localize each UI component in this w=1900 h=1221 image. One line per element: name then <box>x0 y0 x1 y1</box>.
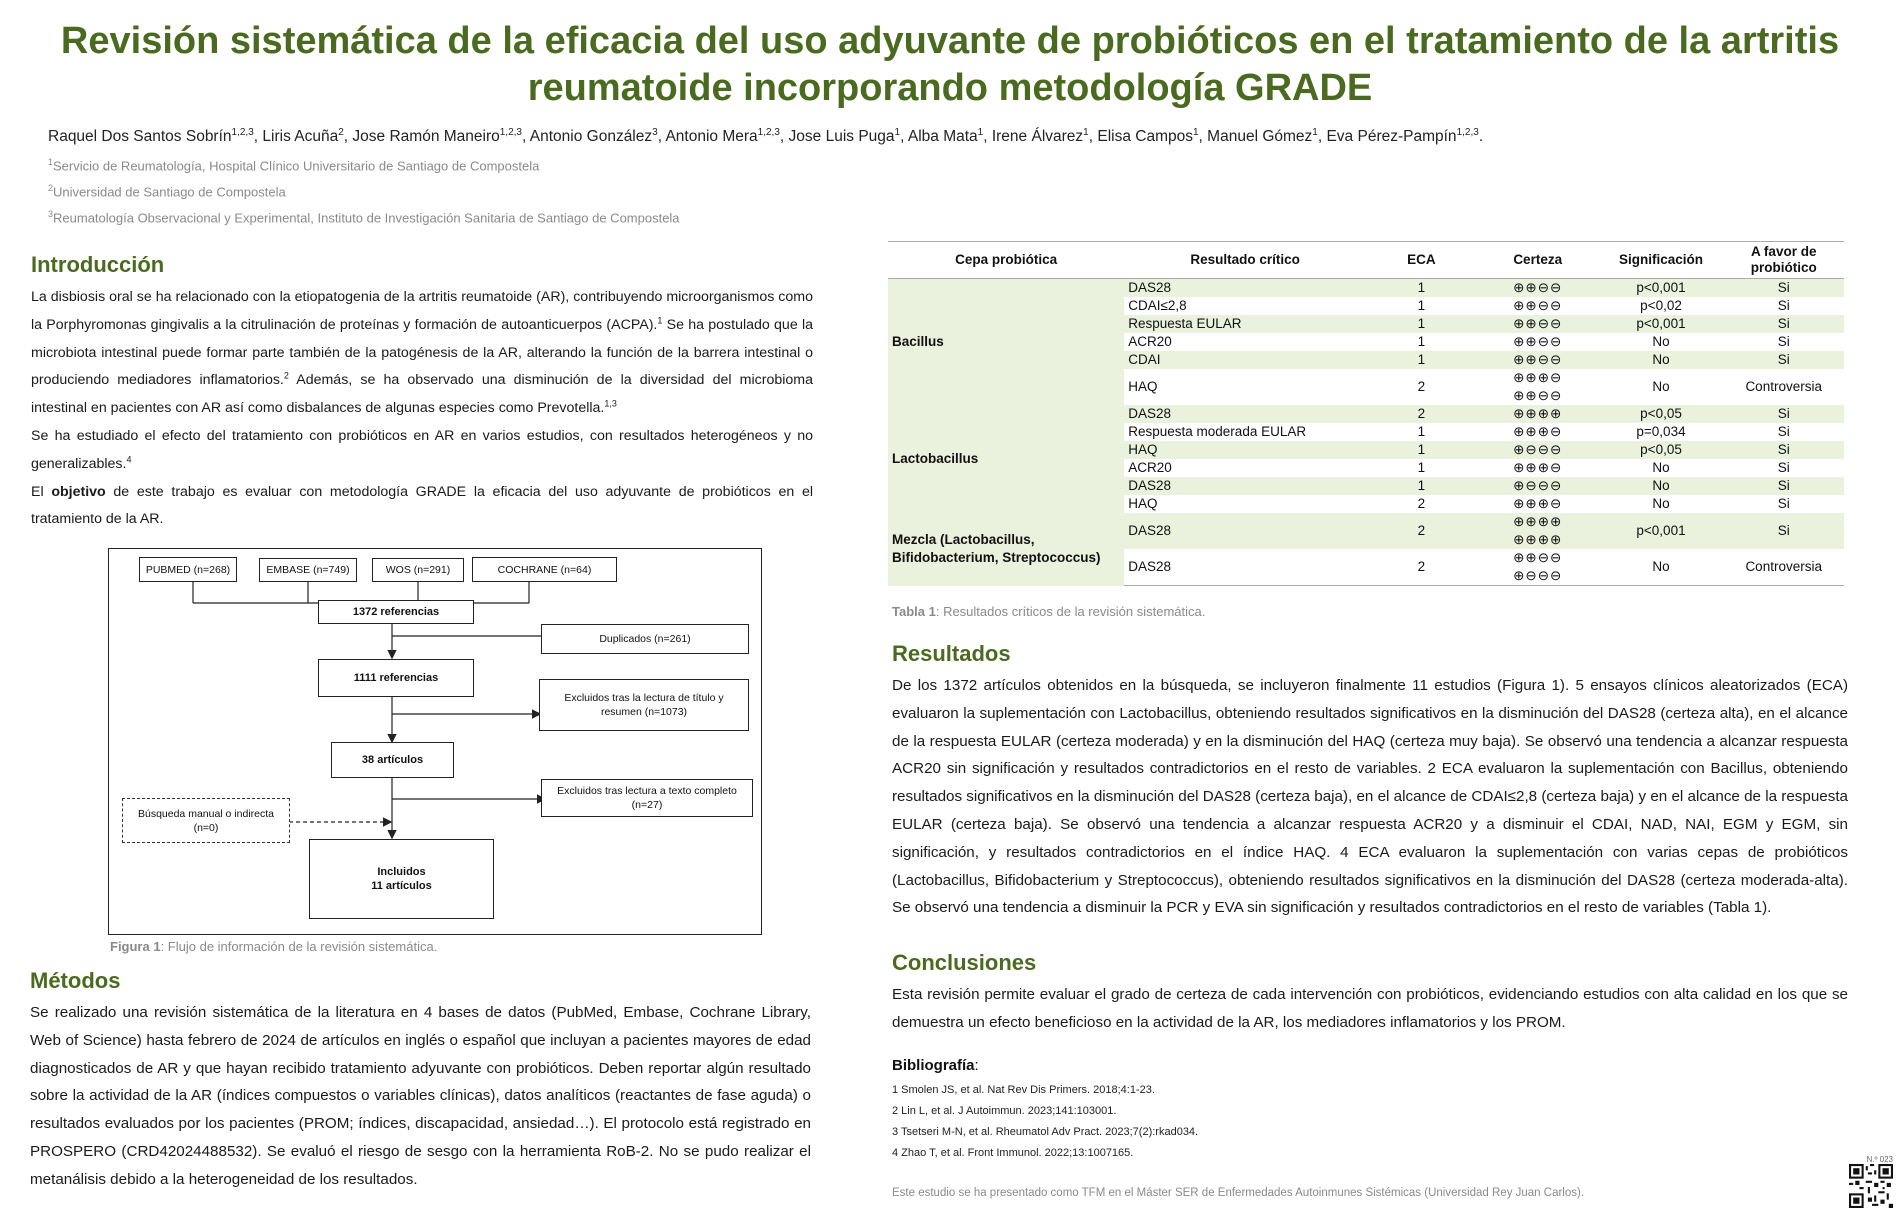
result-cell: ACR20 <box>1128 334 1172 349</box>
author-name: Jose Luis Puga <box>788 128 895 146</box>
author-affiliation-sup: 1 <box>1312 127 1318 138</box>
result-cell: DAS28 <box>1124 405 1366 423</box>
articles-38-box: 38 artículos <box>331 742 454 778</box>
eca-cell: 2 <box>1366 513 1477 549</box>
author-affiliation-sup: 1 <box>1083 127 1089 138</box>
certainty-symbols: ⊕⊕⊖⊖ <box>1513 550 1563 565</box>
author-name: Elisa Campos <box>1097 128 1193 146</box>
result-cell: CDAI≤2,8 <box>1128 298 1187 313</box>
significance-cell: p=0,034 <box>1636 424 1686 439</box>
certainty-cell <box>1477 279 1599 298</box>
bibliography-heading: Bibliografía: <box>892 1057 979 1074</box>
author-name: Antonio González <box>529 128 653 146</box>
author-affiliation-sup: 3 <box>652 127 658 138</box>
intro-text <box>31 284 813 534</box>
table-row <box>888 279 1844 298</box>
certainty-cell <box>1477 459 1599 477</box>
th-eca: ECA <box>1366 242 1477 279</box>
author-name: Jose Ramón Maneiro <box>352 128 500 146</box>
author-name: Alba Mata <box>907 128 978 146</box>
eca-cell: 2 <box>1366 549 1477 586</box>
favor-cell: Si <box>1777 334 1790 349</box>
certainty-symbols: ⊕⊖⊖⊖ <box>1513 478 1563 493</box>
result-cell: Respuesta moderada EULAR <box>1128 424 1307 439</box>
author-name: Liris Acuña <box>262 128 339 146</box>
table-row <box>888 405 1844 423</box>
certainty-cell <box>1477 549 1599 586</box>
author-affiliation-sup: 2 <box>338 127 344 138</box>
author-name: Manuel Gómez <box>1207 128 1313 146</box>
significance-cell: No <box>1599 477 1724 495</box>
certainty-symbols: ⊕⊕⊕⊕ <box>1513 532 1563 547</box>
included-label: Incluidos <box>377 866 426 878</box>
conclusions-text: Esta revisión permite evaluar el grado de certeza de cada intervención con probióticos, evidenciando estudios con alta calidad en los que se demuestra un efecto beneficioso en la actividad de la AR, los mediadores inflamatorios y los PROM. <box>892 986 1848 1031</box>
th-significance: Significación <box>1599 242 1724 279</box>
affiliation-3: $^3$Reumatología Observacional y Experimental, Instituto de Investigación Sanitaria de Santiago de Compostela <box>48 209 680 226</box>
intro-paragraph-2: Se ha estudiado el efecto del tratamiento con probióticos en AR en varios estudios, con resultados heterogéneos y no generalizables.$^4$ <box>31 427 813 472</box>
significance-cell: No <box>1652 334 1670 349</box>
significance-cell: p<0,05 <box>1599 405 1724 423</box>
affiliation-2: $^2$Universidad de Santiago de Compostela <box>48 183 286 200</box>
certainty-symbols: ⊕⊕⊕⊖ <box>1513 424 1563 439</box>
results-heading: Resultados <box>892 641 1011 666</box>
eca-cell: 1 <box>1417 298 1426 313</box>
eca-cell: 2 <box>1417 379 1426 394</box>
eca-cell: 1 <box>1366 441 1477 459</box>
certainty-symbols: ⊕⊕⊕⊖ <box>1513 460 1563 475</box>
eca-cell: 1 <box>1417 334 1426 349</box>
certainty-symbols: ⊕⊖⊖⊖ <box>1513 568 1563 583</box>
result-cell: DAS28 <box>1124 477 1366 495</box>
author-affiliation-sup: 1,2,3 <box>757 127 780 138</box>
certainty-symbols: ⊕⊕⊖⊖ <box>1513 388 1563 403</box>
references-1372-box: 1372 referencias <box>318 600 474 624</box>
certainty-symbols: ⊕⊕⊕⊕ <box>1513 514 1563 529</box>
author-affiliation-sup: 1,2,3 <box>231 127 254 138</box>
significance-cell: No <box>1652 379 1670 394</box>
reference-1: 1 Smolen JS, et al. Nat Rev Dis Primers. 2018;4:1-23. <box>892 1084 1155 1096</box>
footer-note: Este estudio se ha presentado como TFM en el Máster SER de Enfermedades Autoinmunes Sistémicas (Universidad Rey Juan Carlos). <box>892 1187 1585 1199</box>
certainty-cell <box>1477 441 1599 459</box>
pubmed-box: PUBMED (n=268) <box>139 557 237 582</box>
included-count: 11 artículos <box>371 880 432 892</box>
eca-cell: 1 <box>1366 351 1477 369</box>
author-affiliation-sup: 1 <box>1192 127 1199 138</box>
favor-cell: Si <box>1723 315 1844 333</box>
wos-box: WOS (n=291) <box>372 558 464 582</box>
eca-cell: 1 <box>1417 460 1426 475</box>
certainty-cell <box>1477 315 1599 333</box>
significance-cell: p<0,001 <box>1599 513 1724 549</box>
certainty-cell <box>1477 495 1599 513</box>
author-list: Raquel Dos Santos Sobrín$^{1,2,3}$, Liris Acuña$^2$, Jose Ramón Maneiro$^{1,2,3}$, Antonio González$^3$, Antonio Mera$^{1,2,3}$, Jose Luis Puga$^1$, Alba Mata$^1$, Irene Álvarez$^1$, Elisa Campos$^1$, Manuel Gómez$^1$, Eva Pérez-Pampín$^{1,2,3}$. <box>48 127 1484 146</box>
author-name: Antonio Mera <box>665 128 758 146</box>
favor-cell: Si <box>1723 405 1844 423</box>
author-name: Irene Álvarez <box>991 128 1084 146</box>
bibliography-list <box>892 1080 1198 1164</box>
eca-cell: 1 <box>1417 424 1426 439</box>
significance-cell: No <box>1652 460 1670 475</box>
certainty-symbols: ⊕⊕⊖⊖ <box>1513 280 1563 295</box>
certainty-cell <box>1477 423 1599 441</box>
result-cell: ACR20 <box>1128 460 1172 475</box>
certainty-symbols: ⊕⊕⊖⊖ <box>1513 352 1563 367</box>
eca-cell: 2 <box>1417 496 1426 511</box>
favor-cell: Si <box>1777 424 1790 439</box>
intro-paragraph-3: El objetivo de este trabajo es evaluar con metodología GRADE la eficacia del uso adyuvante de probióticos en el tratamiento de la AR. <box>31 483 813 528</box>
favor-cell: Si <box>1723 477 1844 495</box>
author-name: Raquel Dos Santos Sobrín <box>48 128 232 146</box>
table-row <box>888 513 1844 549</box>
qr-code-icon <box>1849 1164 1893 1208</box>
certainty-cell <box>1477 369 1599 405</box>
author-affiliation-sup: 1,2,3 <box>499 127 522 138</box>
figure-1-caption: Figura 1: Flujo de información de la revisión sistemática. <box>110 939 438 954</box>
reference-4: 4 Zhao T, et al. Front Immunol. 2022;13:1007165. <box>892 1147 1134 1159</box>
favor-cell: Controversia <box>1745 379 1822 394</box>
significance-cell: p<0,05 <box>1599 441 1724 459</box>
result-cell: HAQ <box>1124 441 1366 459</box>
certainty-cell <box>1477 477 1599 495</box>
excluded-title-box: Excluidos tras la lectura de título y resumen (n=1073) <box>539 679 749 731</box>
result-cell: Respuesta EULAR <box>1124 315 1366 333</box>
results-table <box>888 241 1844 586</box>
th-certainty: Certeza <box>1477 242 1599 279</box>
favor-cell: Si <box>1777 298 1790 313</box>
favor-cell: Si <box>1723 351 1844 369</box>
eca-cell: 1 <box>1366 477 1477 495</box>
poster-title: Revisión sistemática de la eficacia del uso adyuvante de probióticos en el tratamiento de la artritis reumatoide incorporando metodología GRADE <box>60 20 1840 109</box>
strain-cell: Lactobacillus <box>888 405 1124 513</box>
favor-cell: Si <box>1723 513 1844 549</box>
reference-2: 2 Lin L, et al. J Autoimmun. 2023;141:103001. <box>892 1105 1117 1117</box>
prisma-flow-diagram <box>108 548 762 935</box>
references-1111-box: 1111 referencias <box>318 659 474 697</box>
certainty-cell <box>1477 513 1599 549</box>
favor-cell: Si <box>1777 496 1790 511</box>
author-affiliation-sup: 1 <box>894 127 901 138</box>
strain-cell: Mezcla (Lactobacillus, Bifidobacterium, Streptococcus) <box>888 513 1124 586</box>
result-cell: DAS28 <box>1124 513 1366 549</box>
result-cell: CDAI <box>1124 351 1366 369</box>
favor-cell: Si <box>1723 441 1844 459</box>
strain-cell: Bacillus <box>888 279 1124 406</box>
certainty-cell <box>1477 351 1599 369</box>
significance-cell: No <box>1599 549 1724 586</box>
result-cell: DAS28 <box>1124 549 1366 586</box>
reference-3: 3 Tsetseri M-N, et al. Rheumatol Adv Pract. 2023;7(2):rkad034. <box>892 1126 1199 1138</box>
significance-cell: No <box>1652 496 1670 511</box>
table-header-row <box>888 242 1844 279</box>
methods-text: Se realizado una revisión sistemática de la literatura en 4 bases de datos (PubMed, Embase, Cochrane Library, Web of Science) hasta febrero de 2024 de artículos en inglés o español que incluyan a pacientes mayores de edad diagnosticados de AR y que hayan recibido tratamiento adyuvante con probióticos. Deben reportar algún resultado sobre la actividad de la AR (índices compuestos o variables clínicas), datos analíticos (reactantes de fase aguda) o resultados evaluados por los pacientes (PROM; índices, discapacidad, ansiedad…). El protocolo está registrado en PROSPERO (CRD42024488532). Se evaluó el riesgo de sesgo con la herramienta RoB-2. No se pudo realizar el metanálisis debido a la heterogeneidad de los resultados. <box>30 1004 811 1188</box>
eca-cell: 1 <box>1366 279 1477 298</box>
th-result: Resultado crítico <box>1124 242 1366 279</box>
table-1-caption: Tabla 1: Resultados críticos de la revisión sistemática. <box>892 604 1206 619</box>
favor-cell: Si <box>1777 460 1790 475</box>
certainty-cell <box>1477 297 1599 315</box>
certainty-symbols: ⊕⊕⊕⊕ <box>1513 406 1563 421</box>
manual-search-box: Búsqueda manual o indirecta (n=0) <box>122 798 290 843</box>
included-box <box>309 839 494 919</box>
th-strain: Cepa probiótica <box>888 242 1124 279</box>
intro-heading: Introducción <box>31 252 165 277</box>
affiliation-1: $^1$Servicio de Reumatología, Hospital Clínico Universitario de Santiago de Compostela <box>48 157 540 174</box>
certainty-cell <box>1477 405 1599 423</box>
cochrane-box: COCHRANE (n=64) <box>472 557 617 582</box>
certainty-symbols: ⊕⊖⊖⊖ <box>1513 442 1563 457</box>
eca-cell: 2 <box>1366 405 1477 423</box>
significance-cell: No <box>1599 351 1724 369</box>
methods-heading: Métodos <box>30 968 121 993</box>
certainty-symbols: ⊕⊕⊖⊖ <box>1513 334 1563 349</box>
significance-cell: p<0,001 <box>1599 315 1724 333</box>
certainty-symbols: ⊕⊕⊕⊖ <box>1513 370 1563 385</box>
author-name: Eva Pérez-Pampín <box>1326 128 1457 146</box>
conclusions-heading: Conclusiones <box>892 950 1037 975</box>
certainty-symbols: ⊕⊕⊖⊖ <box>1513 298 1563 313</box>
favor-cell: Controversia <box>1723 549 1844 586</box>
significance-cell: p<0,001 <box>1599 279 1724 298</box>
excluded-fulltext-box: Excluidos tras lectura a texto completo (n=27) <box>541 779 753 817</box>
embase-box: EMBASE (n=749) <box>259 558 357 582</box>
qr-code <box>1849 1155 1893 1215</box>
result-cell: HAQ <box>1128 379 1158 394</box>
result-cell: DAS28 <box>1124 279 1366 298</box>
certainty-cell <box>1477 333 1599 351</box>
certainty-symbols: ⊕⊕⊖⊖ <box>1513 316 1563 331</box>
certainty-symbols: ⊕⊕⊕⊖ <box>1513 496 1563 511</box>
results-text: De los 1372 artículos obtenidos en la búsqueda, se incluyeron finalmente 11 estudios (Figura 1). 5 ensayos clínicos aleatorizados (ECA) evaluaron la suplementación con Lactobacillus, obteniendo resultados significativos en la disminución del DAS28 (certeza alta), en el alcance de la respuesta EULAR (certeza moderada) y en la disminución del HAQ (certeza muy baja). Se observó una tendencia a alcanzar respuesta ACR20 sin significación y resultados contradictorios en el resto de variables. 2 ECA evaluaron la suplementación con Bacillus, obteniendo resultados significativos en la disminución del DAS28 (certeza baja), en el alcance de CDAI≤2,8 (certeza baja) y en el alcance de la respuesta EULAR (certeza baja). Se observó una tendencia a alcanzar respuesta ACR20 y a disminuir el CDAI, NAD, NAI, EGM y EGM, sin significación, y resultados contradictorios en el índice HAQ. 4 ECA evaluaron la suplementación con varias cepas de probióticos (Lactobacillus, Bifidobacterium y Streptococcus), obteniendo resultados significativos en la disminución del DAS28 (certeza moderada-alta). Se observó una tendencia a disminuir la PCR y EVA sin significación y resultados contradictorios en el resto de variables (Tabla 1). <box>892 677 1848 917</box>
author-affiliation-sup: 1,2,3 <box>1456 127 1479 138</box>
result-cell: HAQ <box>1128 496 1158 511</box>
duplicates-box: Duplicados (n=261) <box>541 624 749 654</box>
intro-paragraph-1: La disbiosis oral se ha relacionado con la etiopatogenia de la artritis reumatoide (AR), contribuyendo microorganismos como la Porphyromonas gingivalis a la citrulinación de proteínas y formación de autoanticuerpos (ACPA).$^1$ Se ha postulado que la microbiota intestinal puede formar parte también de la patogénesis de la AR, alterando la función de la barrera intestinal o produciendo mediadores inflamatorios.$^2$ Además, se ha observado una disminución de la diversidad del microbioma intestinal en pacientes con AR así como disbalances de algunas especies como Prevotella.$^{1,3}$ <box>31 289 813 417</box>
poster-number: N.º 023 <box>1866 1155 1893 1164</box>
eca-cell: 1 <box>1366 315 1477 333</box>
author-affiliation-sup: 1 <box>977 127 984 138</box>
th-favor: A favor de probiótico <box>1723 242 1844 279</box>
significance-cell: p<0,02 <box>1640 298 1682 313</box>
favor-cell: Si <box>1723 279 1844 298</box>
